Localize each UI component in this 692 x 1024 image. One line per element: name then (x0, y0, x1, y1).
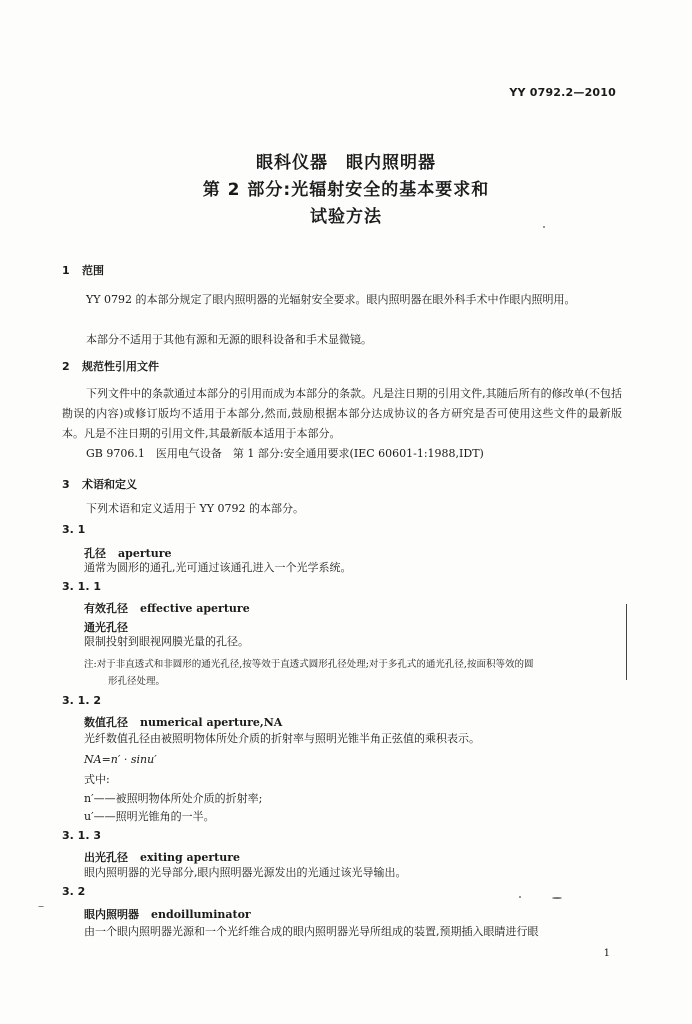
clause-3-2-term (84, 906, 251, 922)
section-3-paragraph-1: 下列术语和定义适用于 YY 0792 的本部分。 (86, 502, 305, 515)
clause-3-2-definition: 由一个眼内照明器光源和一个光纤维合成的眼内照明器光导所组成的装置,预期插入眼睛进行眼 (84, 925, 539, 938)
page-number: 1 (603, 948, 610, 959)
section-1-number: 1 (62, 264, 70, 277)
scan-speck (38, 906, 44, 907)
section-2-paragraph-1: 下列文件中的条款通过本部分的引用而成为本部分的条款。凡是注日期的引用文件,其随后所有的修改单(不包括勘误的内容)或修订版均不适用于本部分,然而,鼓励根据本部分达成协议的各方研究是否可使用这些文件的最新版本。凡是不注日期的引用文件,其最新版本适用于本部分。 (62, 387, 622, 440)
term-en: aperture (118, 547, 172, 560)
title-line-1: 眼科仪器 眼内照明器 (256, 153, 436, 173)
term-cn: 眼内照明器 (84, 908, 139, 921)
term-cn: 有效孔径 (84, 602, 128, 615)
section-2-title: 规范性引用文件 (82, 360, 159, 373)
note-line-2: 形孔径处理。 (108, 676, 166, 687)
section-1-paragraph-1: YY 0792 的本部分规定了眼内照明器的光辐射安全要求。眼内照明器在眼外科手术中作眼内照明用。 (86, 293, 576, 306)
clause-3-1-term (84, 545, 172, 561)
term-en: exiting aperture (140, 851, 240, 864)
scan-margin-line (626, 604, 627, 680)
section-2-number: 2 (62, 360, 70, 373)
clause-3-1-1-number: 3. 1. 1 (62, 580, 101, 593)
section-1-paragraph-2: 本部分不适用于其他有源和无源的眼科设备和手术显微镜。 (86, 333, 372, 346)
formula-variable-u: u′——照明光锥角的一半。 (84, 810, 215, 823)
formula-variable-n: n′——被照明物体所处介质的折射率; (84, 792, 263, 805)
clause-3-1-3-term (84, 849, 240, 865)
section-3-heading (62, 476, 137, 492)
clause-3-2-number: 3. 2 (62, 885, 86, 898)
section-3-number: 3 (62, 478, 70, 491)
clause-3-1-2-definition: 光纤数值孔径由被照明物体所处介质的折射率与照明光锥半角正弦值的乘积表示。 (84, 732, 480, 745)
clause-3-1-1-term (84, 600, 250, 616)
section-3-title: 术语和定义 (82, 478, 137, 491)
standard-code: YY 0792.2—2010 (509, 86, 616, 99)
term-cn: 孔径 (84, 547, 106, 560)
formula-where-label: 式中: (84, 773, 110, 786)
clause-3-1-2-term (84, 714, 282, 730)
term-cn: 出光孔径 (84, 851, 128, 864)
title-line-3: 试验方法 (310, 207, 382, 227)
clause-3-1-3-number: 3. 1. 3 (62, 829, 101, 842)
clause-3-1-3-definition: 眼内照明器的光导部分,眼内照明器光源发出的光通过该光导输出。 (84, 866, 407, 879)
clause-3-1-1-alt-term: 通光孔径 (84, 621, 128, 634)
scan-speck (543, 226, 545, 228)
section-1-heading (62, 262, 104, 278)
term-en: numerical aperture,NA (140, 716, 283, 729)
na-formula: NA=n′ · sinu′ (84, 753, 157, 766)
term-cn: 数值孔径 (84, 716, 128, 729)
scan-speck (552, 897, 562, 899)
clause-3-1-1-note (84, 656, 620, 690)
clause-3-1-number: 3. 1 (62, 523, 86, 536)
clause-3-1-2-number: 3. 1. 2 (62, 694, 101, 707)
clause-3-1-1-definition: 限制投射到眼视网膜光量的孔径。 (84, 635, 249, 648)
section-2-heading (62, 358, 159, 374)
title-line-2: 第 2 部分:光辐射安全的基本要求和 (202, 180, 490, 200)
normative-reference: GB 9706.1 医用电气设备 第 1 部分:安全通用要求(IEC 60601-1:1988,IDT) (86, 447, 484, 460)
scan-speck (519, 896, 521, 898)
term-en: effective aperture (140, 602, 250, 615)
section-1-title: 范围 (82, 264, 104, 277)
term-en: endoilluminator (151, 908, 251, 921)
note-line-1: 注:对于非直透式和非圆形的通光孔径,按等效于直透式圆形孔径处理;对于多孔式的通光孔径,按面积等效的圆 (84, 659, 534, 670)
clause-3-1-definition: 通常为圆形的通孔,光可通过该通孔进入一个光学系统。 (84, 561, 352, 574)
